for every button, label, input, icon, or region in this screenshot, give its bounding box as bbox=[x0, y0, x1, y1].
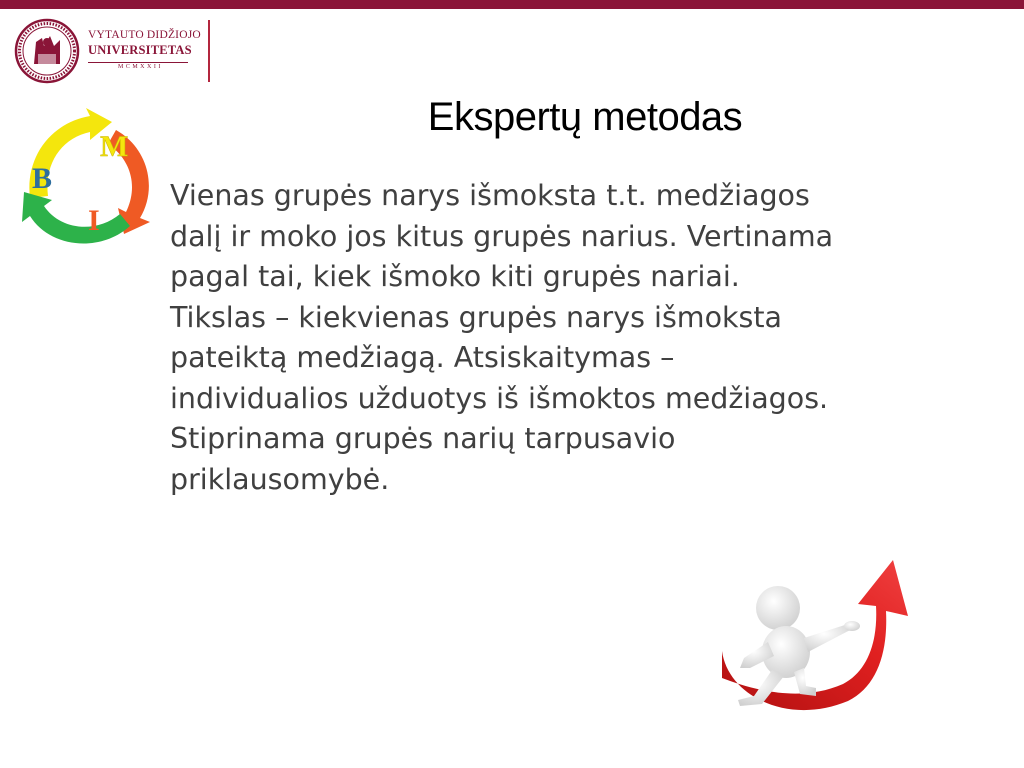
body-line: Vienas grupės narys išmoksta t.t. medžiagos bbox=[170, 179, 810, 212]
top-brand-bar bbox=[0, 0, 1024, 9]
body-line: Tikslas – kiekvienas grupės narys išmoksta bbox=[170, 300, 782, 334]
bmi-letter-b: B bbox=[32, 162, 53, 195]
university-logo bbox=[14, 18, 214, 84]
body-line: Stiprinama grupės narių tarpusavio bbox=[170, 422, 676, 455]
body-line: priklausomybė. bbox=[170, 462, 390, 496]
body-line: pateiktą medžiagą. Atsiskaitymas – bbox=[170, 341, 675, 374]
university-name bbox=[88, 30, 201, 56]
body-line: dalį ir moko jos kitus grupės narius. Vertinama bbox=[170, 219, 834, 253]
university-seal-icon bbox=[14, 18, 80, 84]
person-on-arrow-illustration bbox=[718, 556, 918, 726]
body-line: individualios užduotys iš išmoktos medžiagos. bbox=[170, 381, 829, 415]
bmi-letter-i: I bbox=[88, 204, 100, 237]
university-name-line2: UNIVERSITETAS bbox=[88, 42, 192, 57]
university-name-line1: VYTAUTO DIDŽIOJO bbox=[88, 29, 201, 41]
header-divider bbox=[208, 20, 210, 82]
bmi-arrows-logo bbox=[20, 108, 160, 253]
university-year: MCMXXII bbox=[118, 64, 163, 70]
bmi-letter-m: M bbox=[100, 130, 129, 163]
slide-body-text bbox=[170, 176, 1000, 500]
slide-title: Ekspertų metodas bbox=[427, 95, 743, 139]
body-line: pagal tai, kiek išmoko kiti grupės nariai. bbox=[170, 260, 740, 293]
university-rule bbox=[88, 62, 188, 63]
